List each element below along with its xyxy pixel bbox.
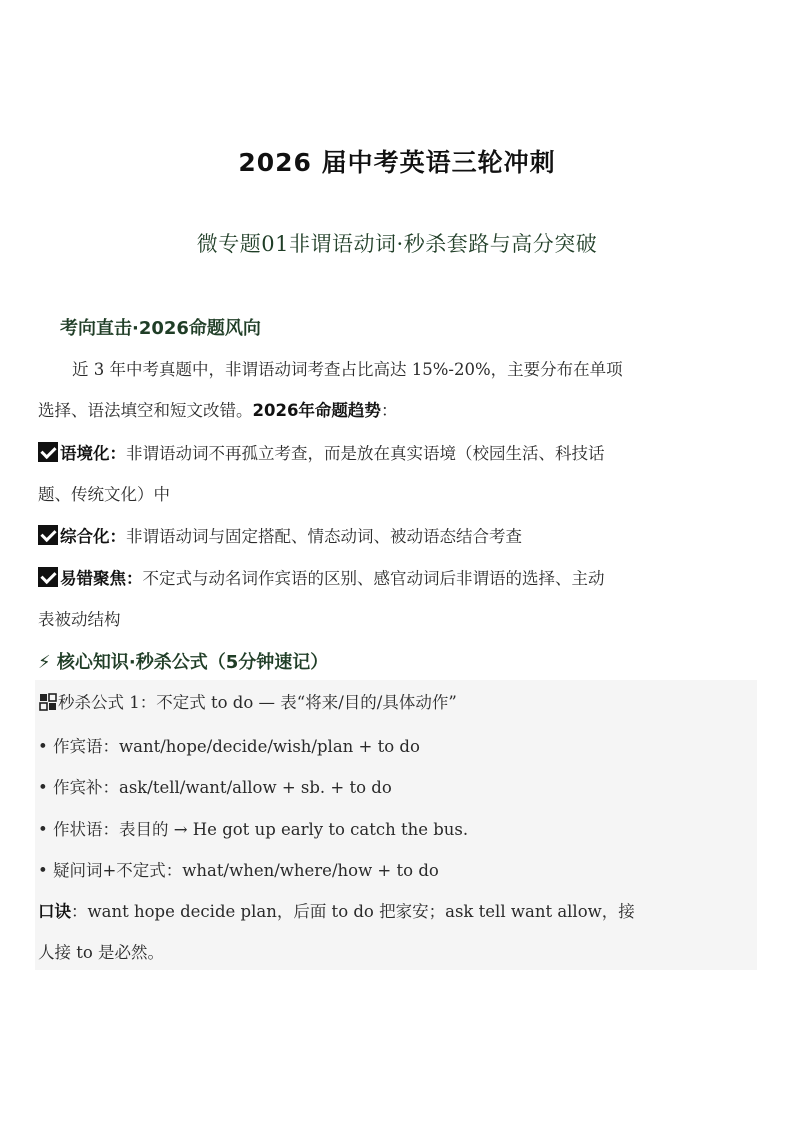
trend-colon: ： <box>380 401 398 420</box>
check-icon <box>38 525 58 545</box>
trend-item-colon: ： <box>109 527 126 546</box>
mnemonic-line-2: 人接 to 是必然。 <box>38 943 165 962</box>
puzzle-icon <box>38 692 58 712</box>
lightning-icon: ⚡ <box>38 652 51 673</box>
document-title: 2026 届中考英语三轮冲刺 <box>238 148 556 177</box>
trend-item-contextual-cont: 题、传统文化）中 <box>38 485 170 504</box>
section-heading-core <box>38 648 328 674</box>
trend-item-label: 语境化 <box>60 444 110 463</box>
trend-item-error-focus <box>38 565 762 589</box>
trend-item-text: 非谓语动词不再孤立考查，而是放在真实语境（校园生活、科技话 <box>126 444 605 463</box>
formula-bullet: • 作状语：表目的 → He got up early to catch the bus. <box>38 820 469 839</box>
trend-item-label: 易错聚焦 <box>60 569 126 588</box>
section-heading-trends: 考向直击·2026命题风向 <box>60 318 261 339</box>
trend-item-colon: ： <box>109 444 126 463</box>
check-icon <box>38 567 58 587</box>
trend-item-contextual <box>38 440 762 464</box>
trend-item-integrated <box>38 523 762 547</box>
trend-item-text: 不定式与动名词作宾语的区别、感官动词后非谓语的选择、主动 <box>142 569 605 588</box>
formula-bullet: • 疑问词+不定式：what/when/where/how + to do <box>38 861 439 880</box>
document-subtitle: 微专题01非谓语动词·秒杀套路与高分突破 <box>196 232 598 256</box>
check-icon <box>38 442 58 462</box>
intro-text: 选择、语法填空和短文改错。 <box>38 401 253 420</box>
intro-line-2 <box>38 397 762 421</box>
mnemonic-label: 口诀 <box>38 902 71 921</box>
mnemonic-text: ：want hope decide plan，后面 to do 把家安；ask tell want allow，接 <box>71 902 635 921</box>
trend-item-text: 非谓语动词与固定搭配、情态动词、被动语态结合考查 <box>126 527 522 546</box>
formula-title-text: 秒杀公式 1：不定式 to do — 表“将来/目的/具体动作” <box>58 693 457 712</box>
section-heading-core-text: 核心知识·秒杀公式（5分钟速记） <box>56 652 329 673</box>
trend-item-label: 综合化 <box>60 527 110 546</box>
formula-title <box>38 689 457 713</box>
formula-bullet: • 作宾补：ask/tell/want/allow + sb. + to do <box>38 778 392 797</box>
formula-bullet: • 作宾语：want/hope/decide/wish/plan + to do <box>38 737 420 756</box>
trend-item-colon: ： <box>126 569 143 588</box>
trend-label: 2026年命题趋势 <box>252 401 381 420</box>
mnemonic-line-1 <box>38 898 635 922</box>
intro-line-1: 近 3 年中考真题中，非谓语动词考查占比高达 15%-20%，主要分布在单项 <box>72 360 623 379</box>
trend-item-error-focus-cont: 表被动结构 <box>38 610 121 629</box>
